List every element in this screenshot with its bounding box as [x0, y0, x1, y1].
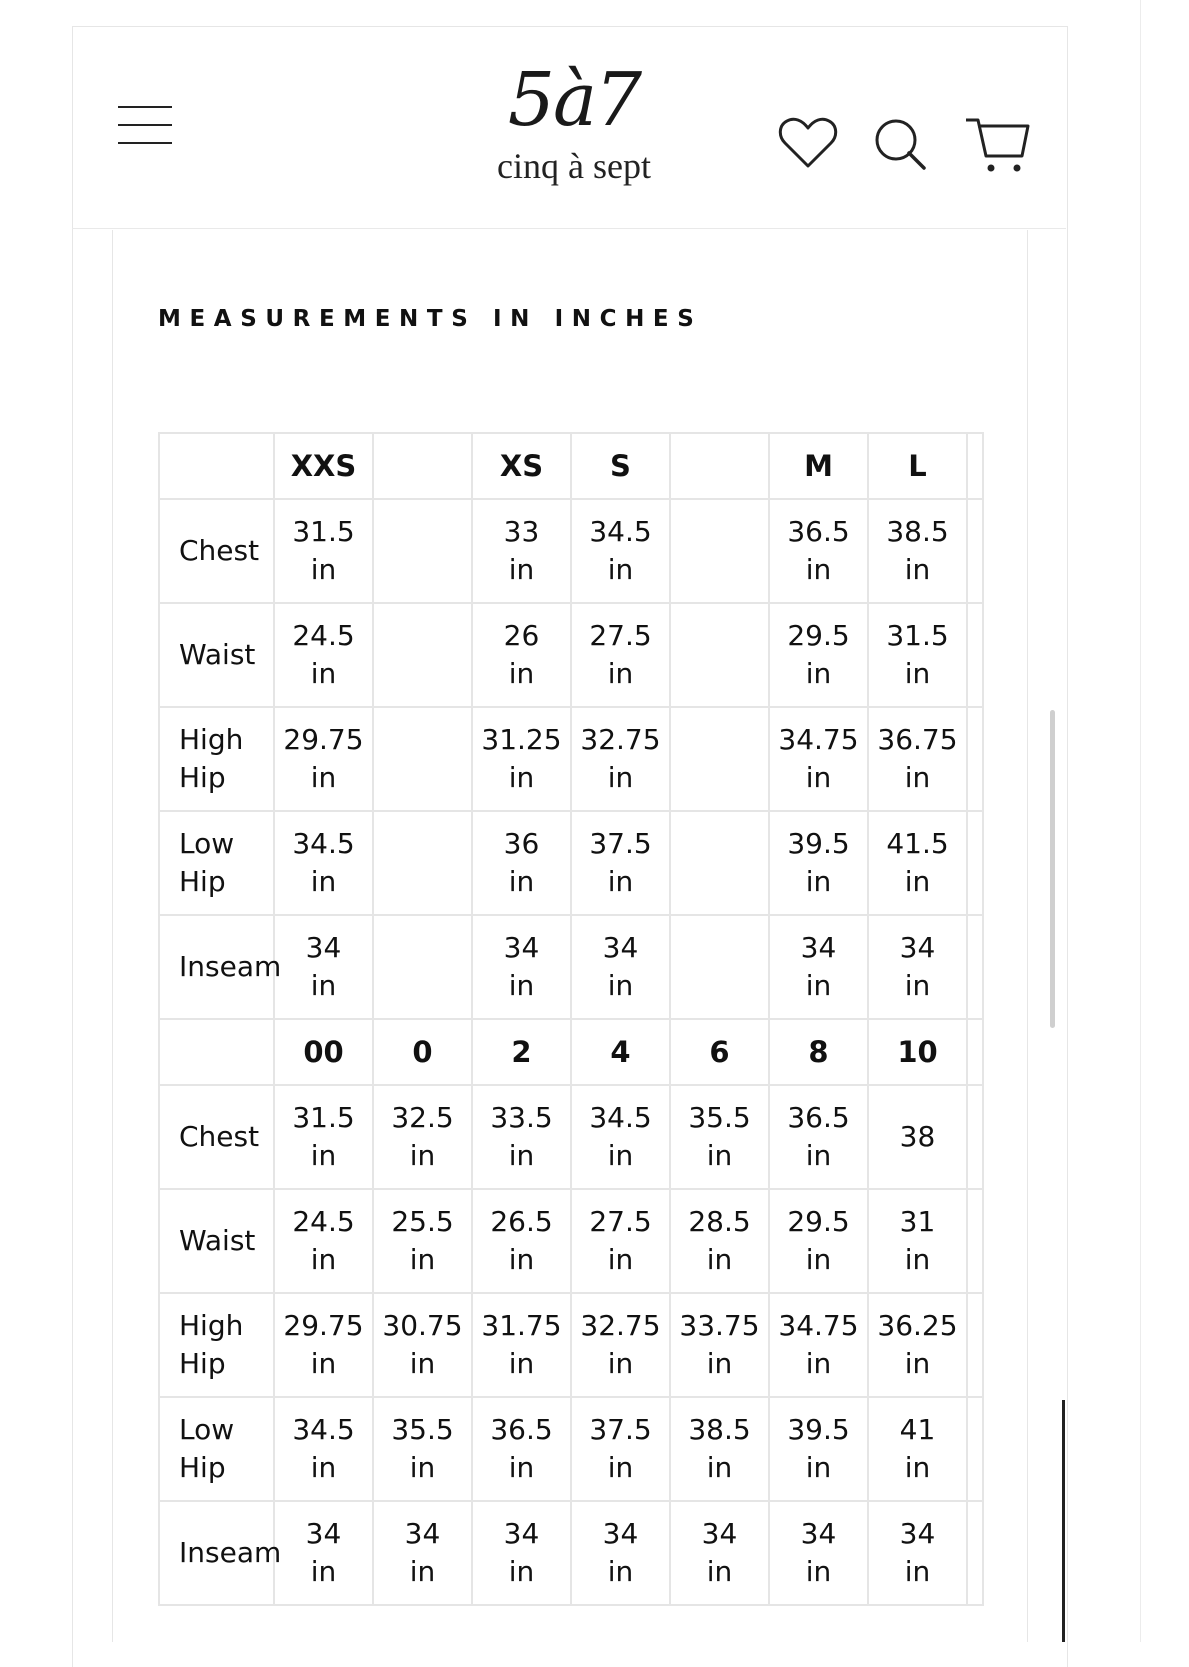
- cell-line: in: [805, 1555, 832, 1588]
- size-header-cell: XS: [472, 433, 571, 499]
- measurement-label: [159, 1501, 282, 1605]
- cell-line: in: [904, 761, 931, 794]
- cell-line: 31: [899, 1205, 936, 1238]
- size-header-cell: 0: [373, 1019, 472, 1085]
- cell-line: 24.5: [292, 619, 355, 652]
- size-header-cell: 00: [274, 1019, 373, 1085]
- cell-line: in: [310, 1555, 337, 1588]
- cell-line: 26: [503, 619, 540, 652]
- cell-line: in: [409, 1139, 436, 1172]
- cell-line: in: [508, 1555, 535, 1588]
- site-header: [72, 26, 1066, 229]
- measurement-value: [373, 499, 472, 603]
- spacer-cell: [967, 1501, 983, 1605]
- measurement-value: [670, 707, 769, 811]
- measurement-label: [159, 1293, 274, 1397]
- header-label-cell: [159, 433, 274, 499]
- cell-line: 34: [305, 931, 342, 964]
- cell-line: 27.5: [589, 619, 652, 652]
- measurement-value: [670, 1397, 769, 1501]
- spacer-cell: [967, 707, 983, 811]
- measurement-value: [373, 1189, 472, 1293]
- measurement-value: [373, 1501, 472, 1605]
- search-icon[interactable]: [872, 116, 928, 172]
- cell-line: 34: [899, 931, 936, 964]
- cell-line: in: [805, 1347, 832, 1380]
- measurement-value: [769, 811, 868, 915]
- cell-line: in: [904, 553, 931, 586]
- cell-line: in: [508, 761, 535, 794]
- cell-line: 34.5: [589, 1101, 652, 1134]
- section-title: MEASUREMENTS IN INCHES: [158, 306, 703, 332]
- cell-line: 28.5: [688, 1205, 751, 1238]
- measurement-value: [571, 1189, 670, 1293]
- cell-line: in: [706, 1555, 733, 1588]
- measurement-value: [769, 707, 868, 811]
- measurement-value: [472, 1293, 571, 1397]
- measurement-value: [571, 1501, 670, 1605]
- cell-line: in: [310, 657, 337, 690]
- cell-line: in: [310, 865, 337, 898]
- cell-line: Waist: [179, 1224, 256, 1257]
- measurement-value: [373, 1293, 472, 1397]
- measurement-value: [472, 1501, 571, 1605]
- cell-line: 34: [800, 1517, 837, 1550]
- measurement-value: [274, 1189, 373, 1293]
- cell-line: 31.25: [481, 723, 562, 756]
- cell-line: in: [805, 865, 832, 898]
- cell-line: High: [179, 1309, 244, 1342]
- measurement-value: [769, 1085, 868, 1189]
- cell-line: in: [607, 1555, 634, 1588]
- measurement-value: [670, 1501, 769, 1605]
- cell-line: in: [607, 1451, 634, 1484]
- cell-line: 31.75: [481, 1309, 562, 1342]
- measurement-value: [868, 811, 967, 915]
- measurement-value: [868, 707, 967, 811]
- cell-line: Low: [179, 827, 235, 860]
- measurement-row: [159, 1397, 983, 1501]
- cell-line: in: [805, 1243, 832, 1276]
- cell-line: 31.5: [292, 515, 355, 548]
- measurement-value: [769, 499, 868, 603]
- cell-line: 32.5: [391, 1101, 454, 1134]
- size-header-row: [159, 433, 983, 499]
- measurement-label: [159, 707, 274, 811]
- cell-line: 34: [701, 1517, 738, 1550]
- size-header-cell: [670, 433, 769, 499]
- cell-line: 29.75: [283, 723, 364, 756]
- cell-line: 33.5: [490, 1101, 553, 1134]
- spacer-cell: [967, 1019, 983, 1085]
- cell-line: in: [706, 1451, 733, 1484]
- measurement-value: [769, 915, 868, 1019]
- cell-line: in: [904, 1451, 931, 1484]
- cell-line: 34.75: [778, 723, 859, 756]
- size-header-row: [159, 1019, 983, 1085]
- cell-line: 27.5: [589, 1205, 652, 1238]
- cell-line: 39.5: [787, 1413, 850, 1446]
- cell-line: in: [805, 761, 832, 794]
- measurement-label: [159, 811, 274, 915]
- cell-line: Waist: [179, 638, 256, 671]
- cell-line: in: [607, 761, 634, 794]
- measurement-value: [571, 707, 670, 811]
- header-label-cell: [159, 1019, 274, 1085]
- cell-line: 41: [899, 1413, 936, 1446]
- cell-line: Inseam: [179, 1536, 282, 1569]
- cell-line: in: [310, 1139, 337, 1172]
- cell-line: 34: [404, 1517, 441, 1550]
- cell-line: 30.75: [382, 1309, 463, 1342]
- cell-line: 26.5: [490, 1205, 553, 1238]
- measurement-value: [670, 915, 769, 1019]
- cell-line: 34: [305, 1517, 342, 1550]
- logo-mark: 5à7: [507, 57, 641, 143]
- cell-line: in: [508, 553, 535, 586]
- cell-line: 34: [503, 931, 540, 964]
- cell-line: in: [706, 1243, 733, 1276]
- cell-line: in: [508, 1347, 535, 1380]
- measurement-row: [159, 707, 983, 811]
- measurement-value: [472, 499, 571, 603]
- menu-icon[interactable]: [118, 106, 174, 146]
- size-header-cell: 2: [472, 1019, 571, 1085]
- measurement-label: [159, 1189, 274, 1293]
- measurement-value: [472, 707, 571, 811]
- cell-line: in: [607, 1139, 634, 1172]
- cell-line: in: [607, 553, 634, 586]
- cell-line: in: [904, 1347, 931, 1380]
- measurement-row: [159, 1293, 983, 1397]
- measurement-value: [274, 1501, 373, 1605]
- cell-line: in: [508, 969, 535, 1002]
- measurement-value: [472, 1085, 571, 1189]
- measurement-value: [472, 811, 571, 915]
- measurement-label: [159, 603, 274, 707]
- measurement-label: [159, 1085, 274, 1189]
- cell-line: in: [409, 1451, 436, 1484]
- cell-line: 34.75: [778, 1309, 859, 1342]
- cell-line: 34.5: [292, 827, 355, 860]
- cell-line: 34.5: [589, 515, 652, 548]
- cell-line: 29.5: [787, 1205, 850, 1238]
- cell-line: in: [310, 761, 337, 794]
- measurement-value: [373, 603, 472, 707]
- measurement-value: [670, 1189, 769, 1293]
- cell-line: in: [904, 1555, 931, 1588]
- cell-line: in: [805, 969, 832, 1002]
- measurement-value: [868, 499, 967, 603]
- measurement-value: [670, 811, 769, 915]
- measurement-value: [571, 1293, 670, 1397]
- cell-line: in: [904, 1243, 931, 1276]
- measurement-value: [868, 1397, 967, 1501]
- brand-logo[interactable]: [424, 58, 724, 198]
- cell-line: in: [508, 1451, 535, 1484]
- measurement-value: [670, 603, 769, 707]
- measurement-value: [769, 603, 868, 707]
- measurement-value: [670, 1085, 769, 1189]
- cell-line: in: [508, 657, 535, 690]
- cell-line: in: [904, 657, 931, 690]
- cell-line: 34.5: [292, 1413, 355, 1446]
- cell-line: in: [805, 1451, 832, 1484]
- cart-icon[interactable]: [964, 116, 1030, 174]
- cell-line: 37.5: [589, 1413, 652, 1446]
- measurement-value: [274, 1085, 373, 1189]
- cell-line: 36.25: [877, 1309, 958, 1342]
- measurement-value: [472, 1397, 571, 1501]
- viewport-edge: [1140, 0, 1141, 1642]
- measurement-value: [670, 1293, 769, 1397]
- measurement-value: [472, 603, 571, 707]
- cell-line: in: [310, 1451, 337, 1484]
- size-header-cell: L: [868, 433, 967, 499]
- measurement-value: [472, 1189, 571, 1293]
- measurement-row: [159, 1189, 983, 1293]
- measurement-value: [571, 603, 670, 707]
- cell-line: 35.5: [391, 1413, 454, 1446]
- cell-line: 32.75: [580, 723, 661, 756]
- measurement-value: [868, 1293, 967, 1397]
- measurement-value: [274, 1397, 373, 1501]
- measurement-value: [274, 915, 373, 1019]
- size-header-cell: 8: [769, 1019, 868, 1085]
- size-header-cell: [373, 433, 472, 499]
- measurement-value: [769, 1501, 868, 1605]
- cell-line: 32.75: [580, 1309, 661, 1342]
- cell-line: in: [805, 1139, 832, 1172]
- cell-line: 34: [602, 931, 639, 964]
- cell-line: 33: [503, 515, 540, 548]
- cell-line: 36: [503, 827, 540, 860]
- cell-line: 35.5: [688, 1101, 751, 1134]
- heart-icon[interactable]: [778, 116, 838, 170]
- edge-divider: [1062, 1400, 1065, 1642]
- cell-line: in: [310, 1347, 337, 1380]
- cell-line: 31.5: [886, 619, 949, 652]
- cell-line: in: [508, 1243, 535, 1276]
- cell-line: in: [310, 969, 337, 1002]
- cell-line: 41.5: [886, 827, 949, 860]
- measurement-row: [159, 1085, 983, 1189]
- cell-line: in: [508, 1139, 535, 1172]
- measurement-label: [159, 1397, 274, 1501]
- size-header-cell: S: [571, 433, 670, 499]
- cell-line: 38.5: [688, 1413, 751, 1446]
- cell-line: 36.5: [787, 1101, 850, 1134]
- spacer-cell: [967, 1085, 983, 1189]
- measurement-value: [769, 1189, 868, 1293]
- cell-line: Hip: [179, 865, 226, 898]
- cell-line: 34: [602, 1517, 639, 1550]
- cell-line: 29.5: [787, 619, 850, 652]
- spacer-cell: [967, 1189, 983, 1293]
- measurement-row: [159, 811, 983, 915]
- cell-line: in: [904, 865, 931, 898]
- measurement-value: [769, 1397, 868, 1501]
- measurement-row: [159, 915, 983, 1019]
- measurement-value: [868, 915, 967, 1019]
- measurement-value: [571, 811, 670, 915]
- cell-line: Chest: [179, 1120, 260, 1153]
- spacer-cell: [967, 603, 983, 707]
- measurement-value: [670, 499, 769, 603]
- cell-line: 31.5: [292, 1101, 355, 1134]
- cell-line: Chest: [179, 534, 260, 567]
- measurement-value: [868, 1189, 967, 1293]
- cell-line: Inseam: [179, 950, 282, 983]
- size-header-cell: 4: [571, 1019, 670, 1085]
- spacer-cell: [967, 811, 983, 915]
- measurement-value: [274, 1293, 373, 1397]
- spacer-cell: [967, 915, 983, 1019]
- measurement-value: [868, 1085, 967, 1189]
- measurement-value: [571, 1397, 670, 1501]
- measurement-row: [159, 1501, 983, 1605]
- size-header-cell: XXS: [274, 433, 373, 499]
- cell-line: 34: [800, 931, 837, 964]
- size-header-cell: 6: [670, 1019, 769, 1085]
- cell-line: in: [805, 657, 832, 690]
- size-chart-table: [158, 432, 984, 1606]
- cell-line: in: [409, 1243, 436, 1276]
- cell-line: in: [805, 553, 832, 586]
- cell-line: 25.5: [391, 1205, 454, 1238]
- spacer-cell: [967, 1293, 983, 1397]
- cell-line: 38: [899, 1120, 936, 1153]
- measurement-row: [159, 499, 983, 603]
- cell-line: 24.5: [292, 1205, 355, 1238]
- measurement-label: [159, 915, 282, 1019]
- cell-line: in: [607, 1347, 634, 1380]
- cell-line: Low: [179, 1413, 235, 1446]
- cell-line: Hip: [179, 761, 226, 794]
- cell-line: 36.75: [877, 723, 958, 756]
- measurement-value: [274, 603, 373, 707]
- cell-line: in: [607, 1243, 634, 1276]
- cell-line: in: [310, 1243, 337, 1276]
- cell-line: in: [706, 1347, 733, 1380]
- cell-line: 36.5: [787, 515, 850, 548]
- spacer-cell: [967, 1397, 983, 1501]
- measurement-value: [274, 499, 373, 603]
- measurement-value: [274, 707, 373, 811]
- measurement-value: [868, 603, 967, 707]
- cell-line: 38.5: [886, 515, 949, 548]
- measurement-value: [373, 915, 472, 1019]
- cell-line: 29.75: [283, 1309, 364, 1342]
- cell-line: 34: [503, 1517, 540, 1550]
- measurement-row: [159, 603, 983, 707]
- cell-line: in: [409, 1347, 436, 1380]
- cell-line: in: [904, 969, 931, 1002]
- spacer-cell: [967, 433, 983, 499]
- cell-line: Hip: [179, 1347, 226, 1380]
- cell-line: in: [607, 969, 634, 1002]
- measurement-value: [373, 1085, 472, 1189]
- cell-line: High: [179, 723, 244, 756]
- measurement-value: [571, 1085, 670, 1189]
- measurement-label: [159, 499, 274, 603]
- measurement-value: [769, 1293, 868, 1397]
- cell-line: Hip: [179, 1451, 226, 1484]
- cell-line: in: [607, 865, 634, 898]
- measurement-value: [274, 811, 373, 915]
- scrollbar[interactable]: [1050, 710, 1055, 1028]
- cell-line: 34: [899, 1517, 936, 1550]
- cell-line: in: [607, 657, 634, 690]
- measurement-value: [868, 1501, 967, 1605]
- measurement-value: [373, 707, 472, 811]
- cell-line: in: [706, 1139, 733, 1172]
- measurement-value: [373, 811, 472, 915]
- size-header-cell: M: [769, 433, 868, 499]
- measurement-value: [472, 915, 571, 1019]
- cell-line: in: [508, 865, 535, 898]
- cell-line: 39.5: [787, 827, 850, 860]
- size-header-cell: 10: [868, 1019, 967, 1085]
- measurement-value: [373, 1397, 472, 1501]
- cell-line: in: [409, 1555, 436, 1588]
- spacer-cell: [967, 499, 983, 603]
- cell-line: in: [310, 553, 337, 586]
- cell-line: 37.5: [589, 827, 652, 860]
- measurement-value: [571, 915, 670, 1019]
- cell-line: 33.75: [679, 1309, 760, 1342]
- logo-text: cinq à sept: [497, 146, 651, 186]
- measurement-value: [571, 499, 670, 603]
- cell-line: 36.5: [490, 1413, 553, 1446]
